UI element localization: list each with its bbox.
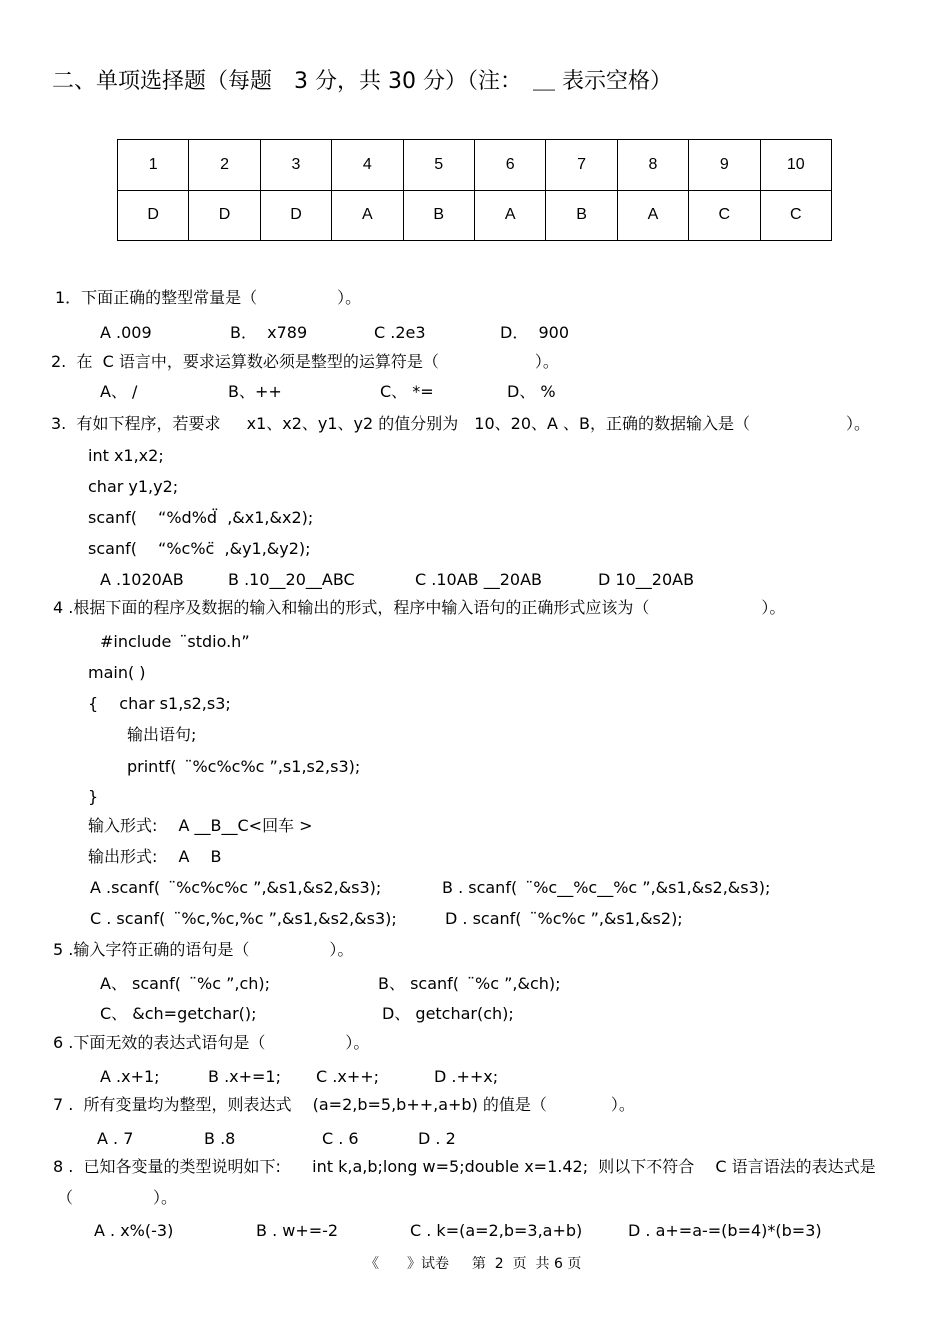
question-5-option-d: D、 getchar(ch); — [382, 1004, 514, 1023]
question-4-input-form: 输入形式: A __B__C<回车 > — [88, 816, 313, 835]
question-2-option-b: B、++ — [228, 382, 282, 401]
question-3-stem: 3. 有如下程序，若要求 x1、x2、y1、y2 的值分别为 10、20、A 、B，正确的数据输入是（ ）。 — [51, 414, 871, 433]
question-1-stem: 1．下面正确的整型常量是（ ）。 — [55, 288, 362, 307]
question-6-stem: 6 .下面无效的表达式语句是（ ）。 — [53, 1033, 370, 1052]
question-8-option-c: C . k=(a=2,b=3,a+b) — [410, 1221, 583, 1240]
question-5-option-a: A、 scanf( ̈%c ”,ch); — [100, 974, 271, 993]
answer-table-answer: A — [617, 190, 688, 241]
answer-table-number: 8 — [617, 140, 688, 191]
answer-table-number: 10 — [760, 140, 831, 191]
question-4-option-c: C . scanf( ̈%c,%c,%c ”,&s1,&s2,&s3); — [90, 909, 397, 928]
answer-table-number: 9 — [689, 140, 760, 191]
answer-table-answer-row — [118, 190, 832, 241]
answer-table-number: 1 — [118, 140, 189, 191]
answer-table-answer: D — [189, 190, 260, 241]
question-1-option-a: A .009 — [100, 323, 152, 342]
answer-table-answer: B — [546, 190, 617, 241]
question-7-option-b: B .8 — [204, 1129, 236, 1148]
answer-table-number: 4 — [332, 140, 403, 191]
question-4-option-a: A .scanf( ̈%c%c%c ”,&s1,&s2,&s3); — [90, 878, 382, 897]
question-7-option-c: C . 6 — [322, 1129, 359, 1148]
question-4-option-b: B . scanf( ̈%c__%c__%c ”,&s1,&s2,&s3); — [442, 878, 771, 897]
question-8-option-d: D . a+=a-=(b=4)*(b=3) — [628, 1221, 822, 1240]
answer-table-number: 5 — [403, 140, 474, 191]
question-2-option-a: A、 / — [100, 382, 138, 401]
question-7-option-d: D . 2 — [418, 1129, 456, 1148]
question-3-option-c: C .10AB __20AB — [415, 570, 542, 589]
question-5-stem: 5 .输入字符正确的语句是（ ）。 — [53, 940, 354, 959]
question-4-code-line: { char s1,s2,s3; — [88, 694, 231, 713]
question-6-option-d: D .++x; — [434, 1067, 499, 1086]
question-2-stem: 2. 在 C 语言中，要求运算数必须是整型的运算符是（ ）。 — [51, 352, 559, 371]
question-3-code-line: char y1,y2; — [88, 477, 179, 496]
question-7-stem: 7 . 所有变量均为整型，则表达式 (a=2,b=5,b++,a+b) 的值是（ ）。 — [53, 1095, 635, 1114]
question-3-code-line: scanf( “%d%d̈ ,&x1,&x2); — [88, 508, 314, 527]
answer-table-number-row — [118, 140, 832, 191]
question-3-option-d: D 10__20AB — [598, 570, 695, 589]
section-title: 二、单项选择题（每题 3 分，共 30 分）（注： ＿ 表示空格） — [52, 69, 672, 94]
question-3-option-a: A .1020AB — [100, 570, 184, 589]
answer-table-answer: A — [332, 190, 403, 241]
question-4-code-line: printf( ̈%c%c%c ”,s1,s2,s3); — [127, 757, 361, 776]
answer-table-answer: B — [403, 190, 474, 241]
answer-table-answer: C — [689, 190, 760, 241]
question-5-option-b: B、 scanf( ̈%c ”,&ch); — [378, 974, 561, 993]
question-3-code-line: scanf( “%c%c̈ ,&y1,&y2); — [88, 539, 311, 558]
question-6-option-c: C .x++; — [316, 1067, 380, 1086]
question-8-option-b: B . w+=-2 — [256, 1221, 339, 1240]
question-4-stem: 4 .根据下面的程序及数据的输入和输出的形式，程序中输入语句的正确形式应该为（ ）。 — [53, 598, 786, 617]
question-1-option-d: D． 900 — [500, 323, 570, 342]
question-8-option-a: A . x%(-3) — [94, 1221, 174, 1240]
question-6-option-b: B .x+=1; — [208, 1067, 281, 1086]
question-5-option-c: C、 &ch=getchar(); — [100, 1004, 257, 1023]
answer-table-number: 3 — [260, 140, 331, 191]
question-4-option-d: D . scanf( ̈%c%c ”,&s1,&s2); — [445, 909, 683, 928]
question-1-option-b: B． x789 — [230, 323, 308, 342]
question-4-code-line: 输出语句; — [127, 725, 197, 744]
answer-table-answer: D — [260, 190, 331, 241]
answer-table-number: 6 — [474, 140, 545, 191]
answer-table-answer: D — [118, 190, 189, 241]
answer-table-number: 7 — [546, 140, 617, 191]
question-4-output-form: 输出形式: A B — [88, 847, 222, 866]
question-1-option-c: C .2e3 — [374, 323, 426, 342]
question-4-code-line: #include ̈stdio.h” — [100, 632, 250, 651]
question-3-option-b: B .10__20__ABC — [228, 570, 355, 589]
question-7-option-a: A . 7 — [97, 1129, 134, 1148]
question-6-option-a: A .x+1; — [100, 1067, 160, 1086]
answer-table-answer: C — [760, 190, 831, 241]
question-8-stem-continuation: （ ）。 — [57, 1188, 178, 1207]
answer-table-number: 2 — [189, 140, 260, 191]
question-3-code-line: int x1,x2; — [88, 446, 164, 465]
question-2-option-d: D、 % — [507, 382, 556, 401]
page-footer: 《 》试卷 第 2 页 共 6 页 — [365, 1256, 582, 1272]
answer-table-answer: A — [474, 190, 545, 241]
question-4-code-line: } — [88, 787, 99, 806]
answer-table — [117, 139, 832, 241]
question-4-code-line: main( ) — [88, 663, 146, 682]
question-8-stem: 8 . 已知各变量的类型说明如下: int k,a,b;long w=5;double x=1.42; 则以下不符合 C 语言语法的表达式是 — [53, 1157, 876, 1176]
question-2-option-c: C、 *= — [380, 382, 434, 401]
